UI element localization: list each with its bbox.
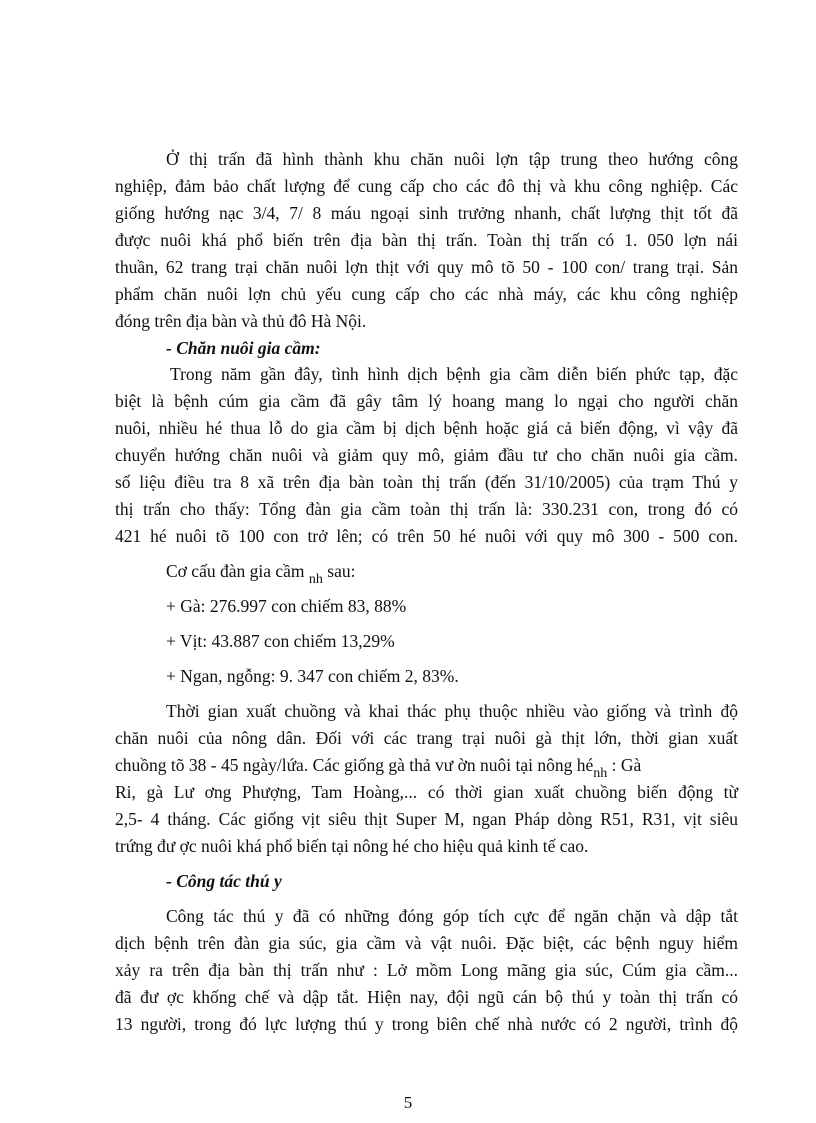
text-line: thị trấn cho thấy: Tổng đàn gia cầm toàn thị trấn là: 330.231 con, trong đó có (115, 499, 738, 519)
text-line: 421 hé nuôi tõ 100 con trở lên; có trên 50 hé nuôi với quy mô 300 - 500 con. (115, 526, 738, 546)
text-line: phẩm chăn nuôi lợn chủ yếu cung cấp cho các nhà máy, các khu công nghiệp (115, 284, 738, 304)
text-line: biệt là bệnh cúm gia cầm đã gây tâm lý hoang mang lo ngại cho người chăn (115, 391, 738, 411)
text-line: đóng trên địa bàn và thủ đô Hà Nội. (115, 311, 367, 331)
text-line: 2,5- 4 tháng. Các giống vịt siêu thịt Super M, ngan Pháp dòng R51, R31, vịt siêu (115, 809, 738, 829)
structure-intro-end: sau: (327, 561, 356, 581)
text-fragment: : Gà (607, 755, 642, 775)
page-number: 5 (403, 1093, 413, 1112)
text-line: đã đư ợc khống chế và dập tắt. Hiện nay, đội ngũ cán bộ thú y toàn thị trấn có (115, 987, 738, 1007)
text-line: trứng đư ợc nuôi khá phổ biến tại nông hé cho hiệu quả kinh tế cao. (115, 836, 589, 856)
text-line: dịch bệnh trên đàn gia súc, gia cầm và vật nuôi. Đặc biệt, các bệnh nguy hiểm (115, 933, 738, 953)
text-line: Ri, gà Lư ơng Phượng, Tam Hoàng,... có thời gian xuất chuồng biến động từ (115, 782, 738, 802)
text-line (115, 755, 642, 781)
list-item-goose: + Ngan, ngỗng: 9. 347 con chiếm 2, 83%. (166, 666, 459, 686)
text-line: Trong năm gần đây, tình hình dịch bệnh gia cầm diễn biến phức tạp, đặc (170, 364, 738, 384)
section-heading-veterinary: - Công tác thú y (166, 871, 282, 891)
structure-intro (166, 561, 356, 587)
text-fragment: chuồng tõ 38 - 45 ngày/lứa. Các giống gà thả vư ờn nuôi tại nông hé (115, 755, 594, 775)
text-line: Thời gian xuất chuồng và khai thác phụ thuộc nhiều vào giống và trình độ (166, 701, 738, 721)
text-line: chuyển hướng chăn nuôi và giảm quy mô, giảm đầu tư cho chăn nuôi gia cầm. (115, 445, 738, 465)
text-line: thuần, 62 trang trại chăn nuôi lợn thịt với quy mô tõ 50 - 100 con/ trang trại. Sản (115, 257, 738, 277)
list-item-chicken: + Gà: 276.997 con chiếm 83, 88% (166, 596, 407, 616)
text-line: số liệu điều tra 8 xã trên địa bàn toàn thị trấn (đến 31/10/2005) của trạm Thú y (115, 472, 738, 492)
text-line: xảy ra trên địa bàn thị trấn như : Lở mồm Long mãng gia súc, Cúm gia cầm... (115, 960, 738, 980)
text-fragment-sub: nh (593, 766, 608, 781)
text-line: nuôi, nhiều hé thua lỗ do gia cầm bị dịch bệnh hoặc giá cả biến động, vì vậy đã (115, 418, 738, 438)
list-item-duck: + Vịt: 43.887 con chiếm 13,29% (166, 631, 395, 651)
structure-intro-fragment: nh (308, 572, 323, 587)
text-line: chăn nuôi của nông dân. Đối với các trang trại nuôi gà thịt lớn, thời gian xuất (115, 728, 738, 748)
structure-intro-text: Cơ cấu đàn gia cầm (166, 561, 305, 581)
text-line: 13 người, trong đó lực lượng thú y trong biên chế nhà nước có 2 người, trình độ (115, 1014, 738, 1034)
section-heading-poultry: - Chăn nuôi gia cầm: (166, 338, 321, 358)
text-line: Ở thị trấn đã hình thành khu chăn nuôi lợn tập trung theo hướng công (166, 149, 738, 169)
text-line: nghiệp, đảm bảo chất lượng để cung cấp cho các đô thị và khu công nghiệp. Các (115, 176, 738, 196)
text-line: giống hướng nạc 3/4, 7/ 8 máu ngoại sinh trưởng nhanh, chất lượng thịt tốt đã (115, 203, 738, 223)
text-line: Công tác thú y đã có những đóng góp tích cực để ngăn chặn và dập tắt (166, 906, 738, 926)
text-line: được nuôi khá phổ biến trên địa bàn thị trấn. Toàn thị trấn có 1. 050 lợn nái (115, 230, 738, 250)
